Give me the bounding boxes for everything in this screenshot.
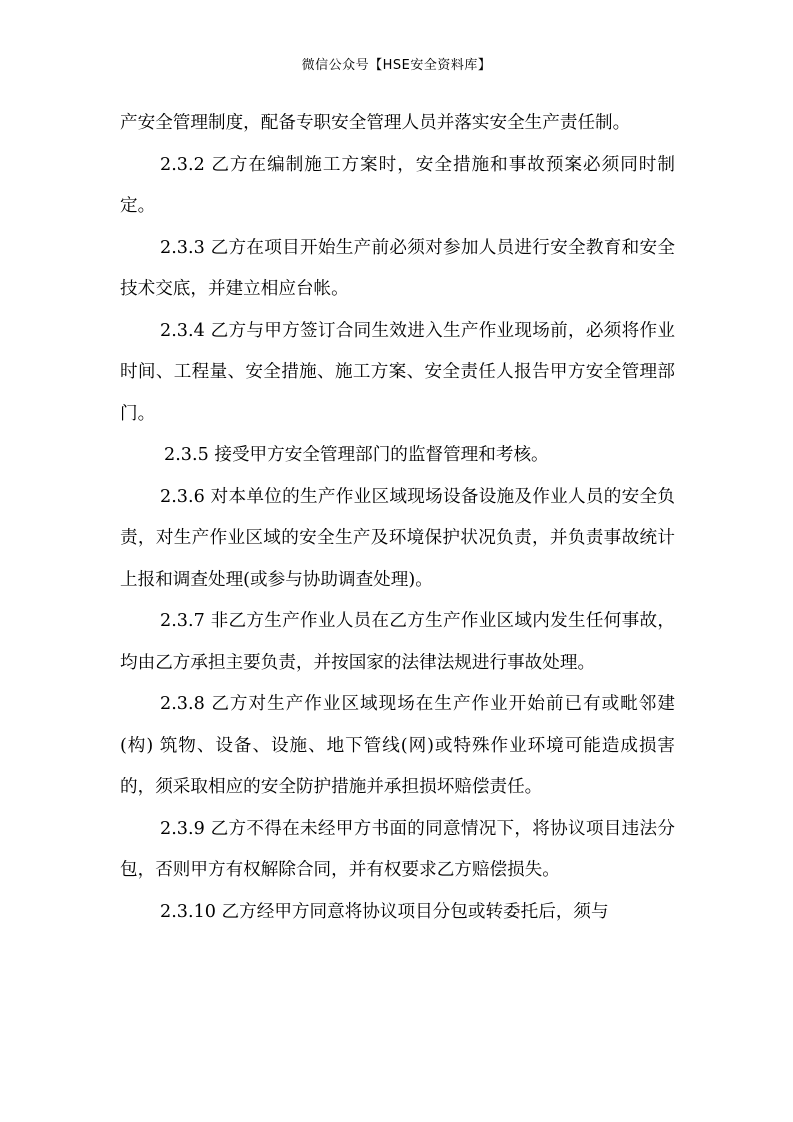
page-header: 微信公众号【HSE安全资料库】 [301, 58, 492, 73]
paragraph-2-3-10: 2.3.10 乙方经甲方同意将协议项目分包或转委托后，须与 [160, 901, 609, 922]
paragraph-continuation: 产安全管理制度，配备专职安全管理人员并落实安全生产责任制。 [120, 113, 631, 133]
paragraph-2-3-4: 2.3.4 乙方与甲方签订合同生效进入生产作业现场前，必须将作业时间、工程量、安全措施、施工方案、安全责任人报告甲方安全管理部门。 [120, 320, 675, 424]
document-body [120, 103, 675, 933]
paragraph-2-3-9: 2.3.9 乙方不得在未经甲方书面的同意情况下，将协议项目违法分包，否则甲方有权解除合同，并有权要求乙方赔偿损失。 [120, 818, 675, 880]
paragraph-2-3-3: 2.3.3 乙方在项目开始生产前必须对参加人员进行安全教育和安全技术交底，并建立相应台帐。 [120, 237, 675, 299]
paragraph-2-3-2: 2.3.2 乙方在编制施工方案时，安全措施和事故预案必须同时制定。 [120, 154, 675, 216]
paragraph-2-3-8: 2.3.8 乙方对生产作业区域现场在生产作业开始前已有或毗邻建(构) 筑物、设备、设施、地下管线(网)或特殊作业环境可能造成损害的，须采取相应的安全防护措施并承担损坏赔偿责任。 [120, 694, 675, 797]
paragraph-2-3-7: 2.3.7 非乙方生产作业人员在乙方生产作业区域内发生任何事故，均由乙方承担主要负责，并按国家的法律法规进行事故处理。 [120, 611, 675, 673]
paragraph-2-3-5: 2.3.5 接受甲方安全管理部门的监督管理和考核。 [164, 445, 549, 465]
paragraph-2-3-6: 2.3.6 对本单位的生产作业区域现场设备设施及作业人员的安全负责，对生产作业区域的安全生产及环境保护状况负责，并负责事故统计上报和调查处理(或参与协助调查处理)。 [120, 486, 675, 590]
